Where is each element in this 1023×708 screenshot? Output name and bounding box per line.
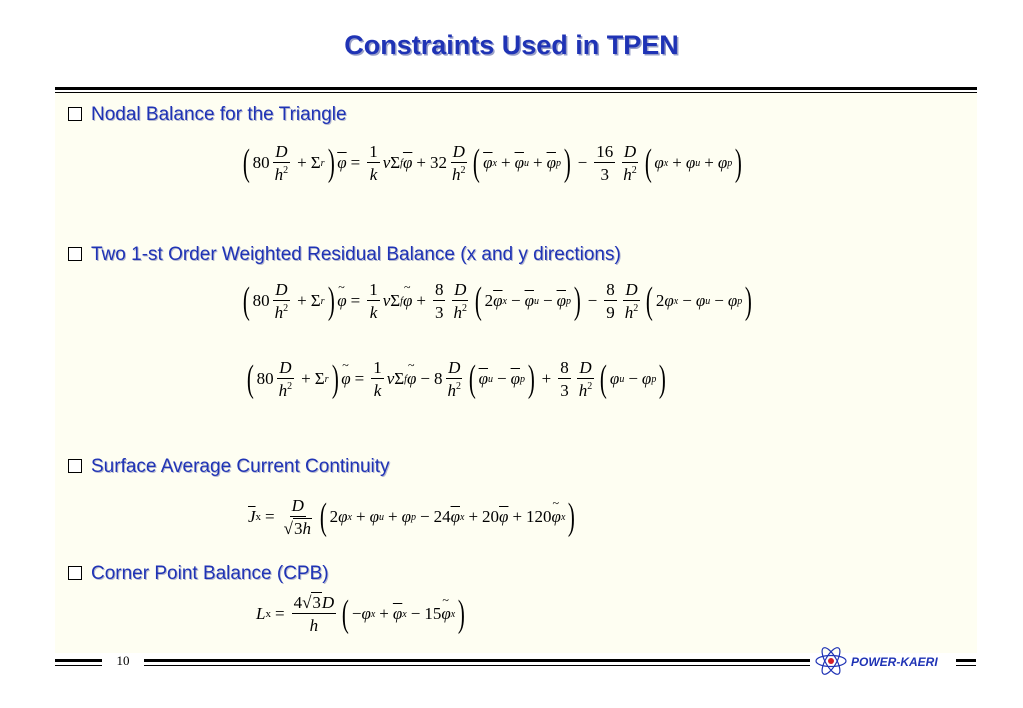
bullet-label: Nodal Balance for the Triangle — [91, 104, 347, 125]
logo-text: POWER-KAERI — [851, 655, 938, 669]
title-rule-thick — [55, 87, 977, 90]
page-number: 10 — [116, 653, 130, 668]
equation-current-continuity: $\overline{J}$ x = $\frac{D}{√3h}$ ( 2 φ x + φ u + φ p − 24 $\overline{\varphi}$ x + 20 $\overline{\varphi}$ + 120 ~ φ x ) — [248, 497, 578, 537]
footer-rule-middle-thin — [144, 665, 810, 666]
equation-weighted-residual-1: ( 80 $\frac{D}{h^2}$ + Σ r ) ~ φ = $\frac{1}{k}$ ν Σ f ~ φ + $\frac{8}{3}$ $\frac{D}{h^2}$ ( 2 $\overline{\varphi}$ x − $\overline{\varphi}$ u − $\overline{\varphi}$ p ) − $\frac{8}{9}$ $\frac{D}{h^2}$ ( 2 φ x − φ u − φ p ) — [240, 281, 755, 321]
footer-rule-right-thin — [956, 665, 976, 666]
footer-rule-middle — [144, 659, 810, 662]
bullet-label: Two 1-st Order Weighted Residual Balance (x and y directions) — [91, 244, 621, 265]
slide-title: Constraints Used in TPEN — [344, 30, 679, 60]
checkbox-bullet-icon — [68, 247, 82, 261]
equation-weighted-residual-2: ( 80 $\frac{D}{h^2}$ + Σ r ) ~ φ = $\frac{1}{k}$ ν Σ f ~ φ − 8 $\frac{D}{h^2}$ ( $\overline{\varphi}$ u − $\overline{\varphi}$ p ) + $\frac{8}{3}$ $\frac{D}{h^2}$ ( φ u − φ p ) — [244, 359, 669, 399]
checkbox-bullet-icon — [68, 566, 82, 580]
equation-nodal-balance: ( 80 $\frac{D}{h^2}$ + Σ r ) $\overline{\varphi}$ = $\frac{1}{k}$ ν Σ f $\overline{\varphi}$ + 32 $\frac{D}{h^2}$ ( $\overline{\varphi}$ x + $\overline{\varphi}$ u + $\overline{\varphi}$ p ) − $\frac{16}{3}$ $\frac{D}{h^2}$ ( φ x + φ u + φ p ) — [242, 142, 743, 184]
atom-logo-icon — [814, 647, 848, 675]
bullet-label: Corner Point Balance (CPB) — [91, 563, 329, 584]
checkbox-bullet-icon — [68, 459, 82, 473]
bullet-current-continuity — [68, 456, 390, 480]
footer-rule-right — [956, 659, 976, 662]
checkbox-bullet-icon — [68, 107, 82, 121]
bullet-corner-point-balance — [68, 563, 329, 587]
bullet-weighted-residual — [68, 244, 621, 268]
equation-corner-point-balance: L x = $\frac{4√3D}{h}$ ( − φ x + $\overline{\varphi}$ x − 15 ~ φ x ) — [256, 594, 468, 634]
bullet-nodal-balance — [68, 104, 347, 128]
footer-rule-left-thin — [55, 665, 102, 666]
bullet-label: Surface Average Current Continuity — [91, 456, 390, 477]
